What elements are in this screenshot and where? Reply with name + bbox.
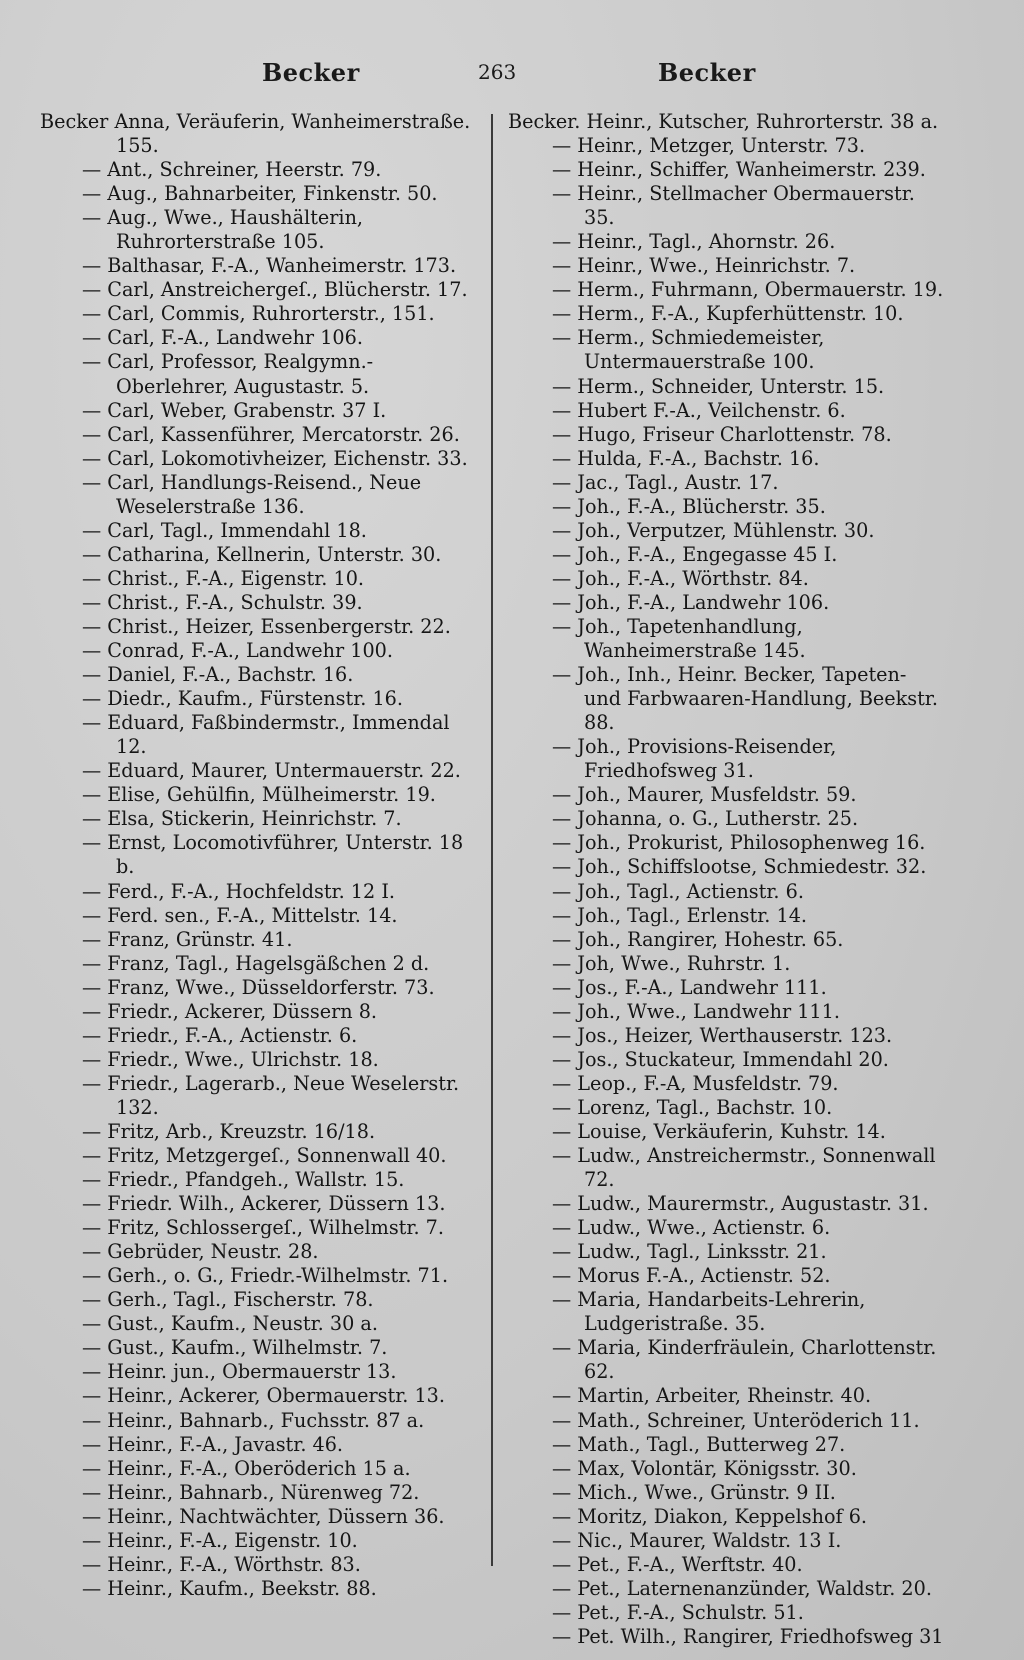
directory-entry: — Franz, Wwe., Düsseldorferstr. 73.	[82, 975, 435, 999]
directory-entry: — Louise, Verkäuferin, Kuhstr. 14.	[552, 1119, 886, 1143]
directory-entry: — Heinr., Nachtwächter, Düssern 36.	[82, 1504, 445, 1528]
directory-entry: — Martin, Arbeiter, Rheinstr. 40.	[552, 1384, 872, 1408]
directory-entry: — Joh., Provisions-Reisender, Friedhofsweg 31.	[552, 735, 837, 783]
directory-entry: — Joh., F.-A., Landwehr 106.	[552, 590, 830, 614]
directory-entry: — Carl, Handlungs-Reisend., Neue Weselerstraße 136.	[82, 470, 422, 518]
directory-entry: — Fritz, Metzgergeſ., Sonnenwall 40.	[82, 1144, 447, 1168]
directory-entry: — Joh., Inh., Heinr. Becker, Tapeten- und Farbwaaren-Handlung, Beekstr. 88.	[552, 663, 938, 735]
directory-entry: — Heinr., Ackerer, Obermauerstr. 13.	[82, 1384, 445, 1408]
directory-entry: — Ernst, Locomotivführer, Unterstr. 18 b.	[82, 831, 464, 879]
directory-entry: — Joh., Wwe., Landwehr 111.	[552, 999, 840, 1023]
directory-entry: — Carl, F.-A., Landwehr 106.	[82, 326, 363, 350]
directory-entry: — Math., Schreiner, Unteröderich 11.	[552, 1408, 920, 1432]
directory-entry: — Joh., F.-A., Wörthstr. 84.	[552, 566, 809, 590]
directory-entry: — Hugo, Friseur Charlottenstr. 78.	[552, 422, 892, 446]
directory-entry: — Gerh., Tagl., Fischerstr. 78.	[82, 1288, 374, 1312]
directory-entry: — Aug., Wwe., Haushälterin, Ruhrorterstraße 105.	[82, 206, 364, 254]
directory-entry: — Heinr., Tagl., Ahornstr. 26.	[552, 230, 836, 254]
directory-entry: — Johanna, o. G., Lutherstr. 25.	[552, 807, 859, 831]
directory-entry: — Mich., Wwe., Grünstr. 9 II.	[552, 1480, 836, 1504]
directory-entry: — Hubert F.-A., Veilchenstr. 6.	[552, 398, 846, 422]
directory-entry: — Friedr., Ackerer, Düssern 8.	[82, 999, 378, 1023]
page-number: 263	[478, 60, 517, 84]
directory-entry: — Joh., Verputzer, Mühlenstr. 30.	[552, 518, 875, 542]
directory-entry: — Friedr. Wilh., Ackerer, Düssern 13.	[82, 1192, 446, 1216]
directory-entry: — Friedr., F.-A., Actienstr. 6.	[82, 1023, 358, 1047]
directory-entry: — Leop., F.-A, Musfeldstr. 79.	[552, 1071, 839, 1095]
directory-entry: — Math., Tagl., Butterweg 27.	[552, 1432, 846, 1456]
directory-entry: — Pet., F.-A., Schulstr. 51.	[552, 1600, 804, 1624]
directory-entry: — Jos., Heizer, Werthauserstr. 123.	[552, 1023, 893, 1047]
directory-entry: — Heinr., F.-A., Javastr. 46.	[82, 1432, 344, 1456]
directory-entry: — Joh., Tagl., Actienstr. 6.	[552, 879, 804, 903]
right-column	[508, 110, 948, 1648]
directory-entry: — Christ., F.-A., Schulstr. 39.	[82, 590, 363, 614]
directory-entry: — Joh., Schiffslootse, Schmiedestr. 32.	[552, 855, 927, 879]
directory-entry: — Morus F.-A., Actienstr. 52.	[552, 1264, 831, 1288]
directory-entry: — Pet., F.-A., Werftstr. 40.	[552, 1552, 803, 1576]
directory-entry: — Franz, Grünstr. 41.	[82, 927, 293, 951]
directory-entry: — Conrad, F.-A., Landwehr 100.	[82, 639, 393, 663]
directory-entry: — Fritz, Arb., Kreuzstr. 16/18.	[82, 1119, 376, 1143]
directory-entry: — Joh., F.-A., Engegasse 45 I.	[552, 542, 838, 566]
directory-entry: — Heinr. jun., Obermauerstr 13.	[82, 1360, 397, 1384]
directory-entry: — Gust., Kaufm., Neustr. 30 a.	[82, 1312, 378, 1336]
directory-entry: — Jos., Stuckateur, Immendahl 20.	[552, 1047, 889, 1071]
directory-entry: — Herm., Fuhrmann, Obermauerstr. 19.	[552, 278, 944, 302]
directory-entry: — Heinr., F.-A., Oberöderich 15 a.	[82, 1456, 411, 1480]
directory-entry: — Elsa, Stickerin, Heinrichstr. 7.	[82, 807, 402, 831]
directory-entry: — Heinr., Stellmacher Obermauerstr. 35.	[552, 182, 915, 230]
directory-entry: — Maria, Handarbeits-Lehrerin, Ludgeristraße. 35.	[552, 1288, 866, 1336]
directory-entry: — Carl, Lokomotivheizer, Eichenstr. 33.	[82, 446, 468, 470]
page-header	[0, 58, 1024, 94]
directory-entry: — Eduard, Maurer, Untermauerstr. 22.	[82, 759, 461, 783]
directory-entry: Becker Anna, Veräuferin, Wanheimerstraße. 155.	[40, 110, 471, 158]
directory-entry: — Christ., Heizer, Essenbergerstr. 22.	[82, 614, 451, 638]
directory-entry: — Aug., Bahnarbeiter, Finkenstr. 50.	[82, 182, 438, 206]
directory-entry: — Ant., Schreiner, Heerstr. 79.	[82, 158, 382, 182]
running-head-left: Becker	[262, 58, 360, 87]
directory-entry: — Ferd. sen., F.-A., Mittelstr. 14.	[82, 903, 398, 927]
directory-entry: — Catharina, Kellnerin, Unterstr. 30.	[82, 542, 442, 566]
directory-entry: — Joh., Tapetenhandlung, Wanheimerstraße 145.	[552, 614, 806, 663]
directory-entry: — Carl, Kassenführer, Mercatorstr. 26.	[82, 422, 460, 446]
directory-entry: — Carl, Weber, Grabenstr. 37 I.	[82, 398, 387, 422]
directory-entry: — Christ., F.-A., Eigenstr. 10.	[82, 566, 365, 590]
directory-entry: — Joh., Prokurist, Philosophenweg 16.	[552, 831, 926, 855]
directory-entry: — Joh., Tagl., Erlenstr. 14.	[552, 903, 808, 927]
directory-entry: — Diedr., Kaufm., Fürstenstr. 16.	[82, 687, 403, 711]
directory-entry: — Herm., Schmiedemeister, Untermauerstraße 100.	[552, 326, 825, 374]
directory-entry: — Heinr., Bahnarb., Fuchsstr. 87 a.	[82, 1408, 425, 1432]
directory-entry: — Heinr., Schiffer, Wanheimerstr. 239.	[552, 158, 926, 182]
directory-entry: — Friedr., Pfandgeh., Wallstr. 15.	[82, 1168, 405, 1192]
directory-entry: — Herm., F.-A., Kupferhüttenstr. 10.	[552, 302, 904, 326]
directory-entry: — Ludw., Maurermstr., Augustastr. 31.	[552, 1192, 929, 1216]
directory-entry: — Ludw., Anstreichermstr., Sonnenwall 72.	[552, 1144, 936, 1192]
directory-entry: — Max, Volontär, Königsstr. 30.	[552, 1456, 857, 1480]
directory-entry: — Heinr., F.-A., Eigenstr. 10.	[82, 1528, 358, 1552]
directory-entry: — Moritz, Diakon, Keppelshof 6.	[552, 1504, 868, 1528]
left-column	[40, 110, 480, 1640]
directory-entry: — Heinr., F.-A., Wörthstr. 83.	[82, 1552, 361, 1576]
directory-entry: — Jac., Tagl., Austr. 17.	[552, 470, 779, 494]
directory-entry: — Carl, Professor, Realgymn.-Oberlehrer, Augustastr. 5.	[82, 350, 374, 398]
directory-entry: — Elise, Gehülfin, Mülheimerstr. 19.	[82, 783, 436, 807]
directory-entry: — Maria, Kinderfräulein, Charlottenstr. 62.	[552, 1336, 937, 1384]
directory-entry: — Lorenz, Tagl., Bachstr. 10.	[552, 1095, 833, 1119]
directory-entry: — Friedr., Wwe., Ulrichstr. 18.	[82, 1047, 379, 1071]
directory-entry: — Pet. Wilh., Rangirer, Friedhofsweg 31	[552, 1624, 944, 1648]
directory-entry: — Pet., Laternenanzünder, Waldstr. 20.	[552, 1576, 932, 1600]
directory-entry: — Ludw., Wwe., Actienstr. 6.	[552, 1216, 831, 1240]
directory-entry: — Eduard, Faßbindermstr., Immendal 12.	[82, 711, 450, 759]
directory-entry: — Hulda, F.-A., Bachstr. 16.	[552, 446, 820, 470]
directory-entry: — Balthasar, F.-A., Wanheimerstr. 173.	[82, 254, 457, 278]
directory-entry: — Friedr., Lagerarb., Neue Weselerstr. 132.	[82, 1071, 460, 1119]
directory-entry: — Heinr., Wwe., Heinrichstr. 7.	[552, 254, 856, 278]
directory-entry: — Carl, Tagl., Immendahl 18.	[82, 518, 367, 542]
directory-entry: — Gust., Kaufm., Wilhelmstr. 7.	[82, 1336, 388, 1360]
directory-entry: — Ferd., F.-A., Hochfeldstr. 12 I.	[82, 879, 395, 903]
directory-entry: — Joh., F.-A., Blücherstr. 35.	[552, 494, 826, 518]
directory-entry: — Gerh., o. G., Friedr.-Wilhelmstr. 71.	[82, 1264, 449, 1288]
column-divider	[491, 114, 493, 1566]
directory-entry: — Ludw., Tagl., Linksstr. 21.	[552, 1240, 827, 1264]
directory-entry: — Carl, Anstreichergeſ., Blücherstr. 17.	[82, 278, 468, 302]
directory-entry: — Carl, Commis, Ruhrorterstr., 151.	[82, 302, 435, 326]
directory-entry: — Herm., Schneider, Unterstr. 15.	[552, 374, 885, 398]
directory-entry: Becker. Heinr., Kutscher, Ruhrorterstr. 38 a.	[508, 110, 939, 133]
directory-entry: — Jos., F.-A., Landwehr 111.	[552, 975, 827, 999]
directory-entry: — Heinr., Metzger, Unterstr. 73.	[552, 134, 866, 158]
directory-entry: — Joh., Maurer, Musfeldstr. 59.	[552, 783, 857, 807]
directory-entry: — Gebrüder, Neustr. 28.	[82, 1240, 319, 1264]
directory-entry: — Joh., Rangirer, Hohestr. 65.	[552, 927, 844, 951]
directory-entry: — Heinr., Bahnarb., Nürenweg 72.	[82, 1480, 420, 1504]
directory-entry: — Heinr., Kaufm., Beekstr. 88.	[82, 1576, 377, 1600]
directory-entry: — Franz, Tagl., Hagelsgäßchen 2 d.	[82, 951, 430, 975]
directory-entry: — Joh, Wwe., Ruhrstr. 1.	[552, 951, 791, 975]
directory-entry: — Daniel, F.-A., Bachstr. 16.	[82, 663, 354, 687]
directory-entry: — Fritz, Schlossergeſ., Wilhelmstr. 7.	[82, 1216, 444, 1240]
directory-entry: — Nic., Maurer, Waldstr. 13 I.	[552, 1528, 842, 1552]
running-head-right: Becker	[658, 58, 756, 87]
